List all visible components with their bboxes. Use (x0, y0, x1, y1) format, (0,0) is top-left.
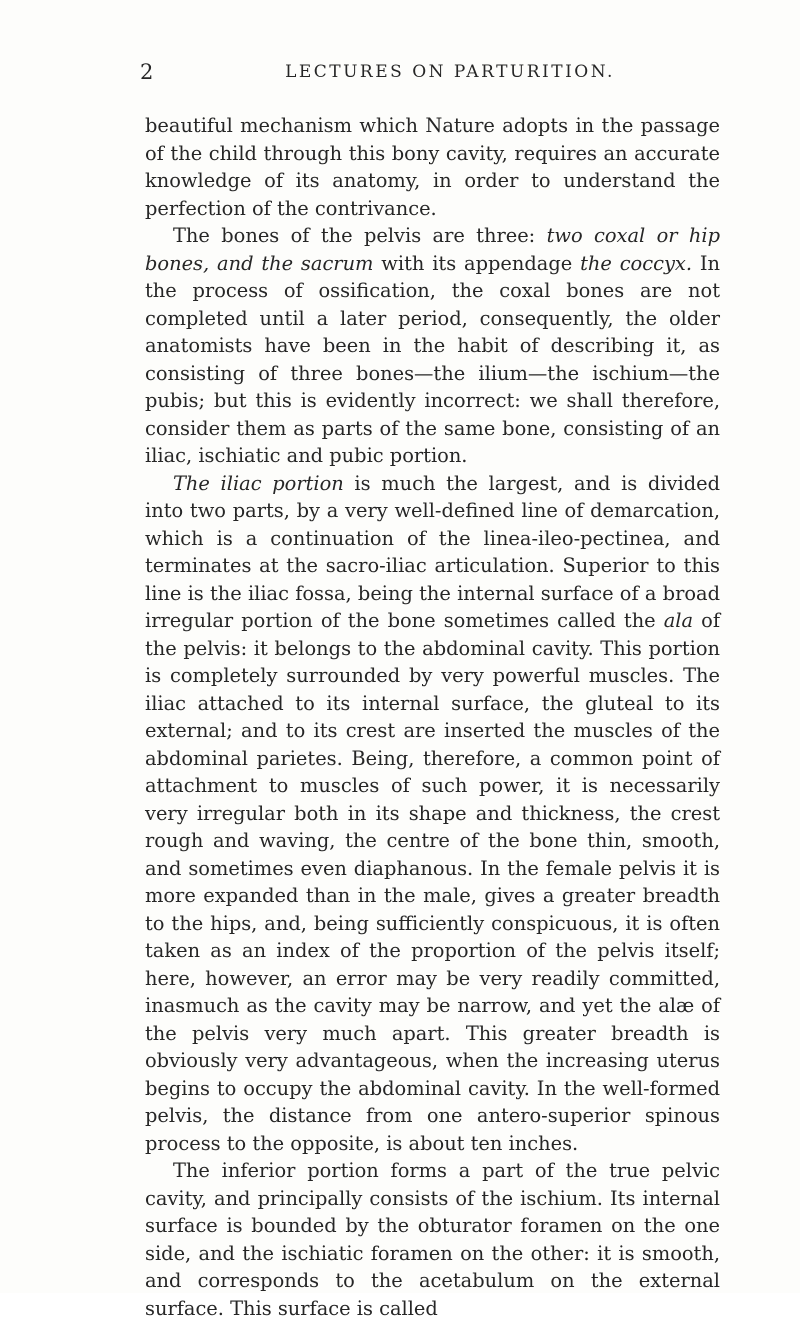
paragraph (145, 1157, 720, 1322)
italic-span: the coccyx. (580, 251, 693, 275)
text-span: is much the largest, and is divided into two parts, by a very well-defined line of demarcation, which is a continuation of the linea-ileo-pectinea, and terminates at the sacro-iliac articulation. Superior to this line is the iliac fossa, being the internal surface of a broad irregular portion of the bone sometimes called the (145, 471, 720, 632)
text-span: In the process of ossification, the coxal bones are not completed until a later period, consequently, the older anatomists have been in the habit of describing it, as consisting of three bones—the ilium—the ischium—the pubis; but this is evidently incorrect: we shall therefore, consider them as parts of the same bone, consisting of an iliac, ischiatic and pubic portion. (145, 251, 721, 467)
page-number: 2 (140, 60, 155, 84)
text-span: The bones of the pelvis are three: (173, 224, 547, 247)
paragraph (145, 470, 720, 1158)
running-head: LECTURES ON PARTURITION. (285, 62, 615, 82)
text-span: with its appendage (373, 251, 581, 275)
text-span: of the pelvis: it belongs to the abdominal cavity. This portion is completely surrounded by very powerful muscles. The iliac attached to its internal surface, the gluteal to its external; and to its crest are inserted the muscles of the abdominal parietes. Being, therefore, a common point of attachment to muscles of such power, it is necessarily very irregular both in its shape and thickness, the crest rough and waving, the centre of the bone thin, smooth, and sometimes even diaphanous. In the female pelvis it is more expanded than in the male, gives a greater breadth to the hips, and, being sufficiently conspicuous, it is often taken as an index of the proportion of the pelvis itself; here, however, an error may be very readily committed, inasmuch as the cavity may be narrow, and yet the alæ of the pelvis very much apart. This greater breadth is obviously very advantageous, when the increasing uterus begins to occupy the abdominal cavity. In the well-formed pelvis, the distance from one antero-superior spinous process to the opposite, is about ten inches. (145, 609, 721, 1155)
italic-span: ala (663, 609, 694, 632)
text-span: The inferior portion forms a part of the true pelvic cavity, and principally consists of the ischium. Its internal surface is bounded by the obturator foramen on the one side, and the ischiatic foramen on the other: it is smooth, and corresponds to the acetabulum on the external surface. This surface is called (145, 1159, 720, 1320)
italic-span: two coxal or hip bones, and the sacrum (145, 224, 721, 275)
page-header (140, 60, 720, 90)
text-span: beautiful mechanism which Nature adopts in the passage of the child through this bony cavity, requires an accurate knowledge of its anatomy, in order to understand the perfection of the contrivance. (145, 114, 720, 220)
body-text (145, 112, 720, 1322)
paragraph (145, 112, 720, 222)
paragraph (145, 222, 720, 470)
italic-span: The iliac portion (173, 471, 344, 495)
